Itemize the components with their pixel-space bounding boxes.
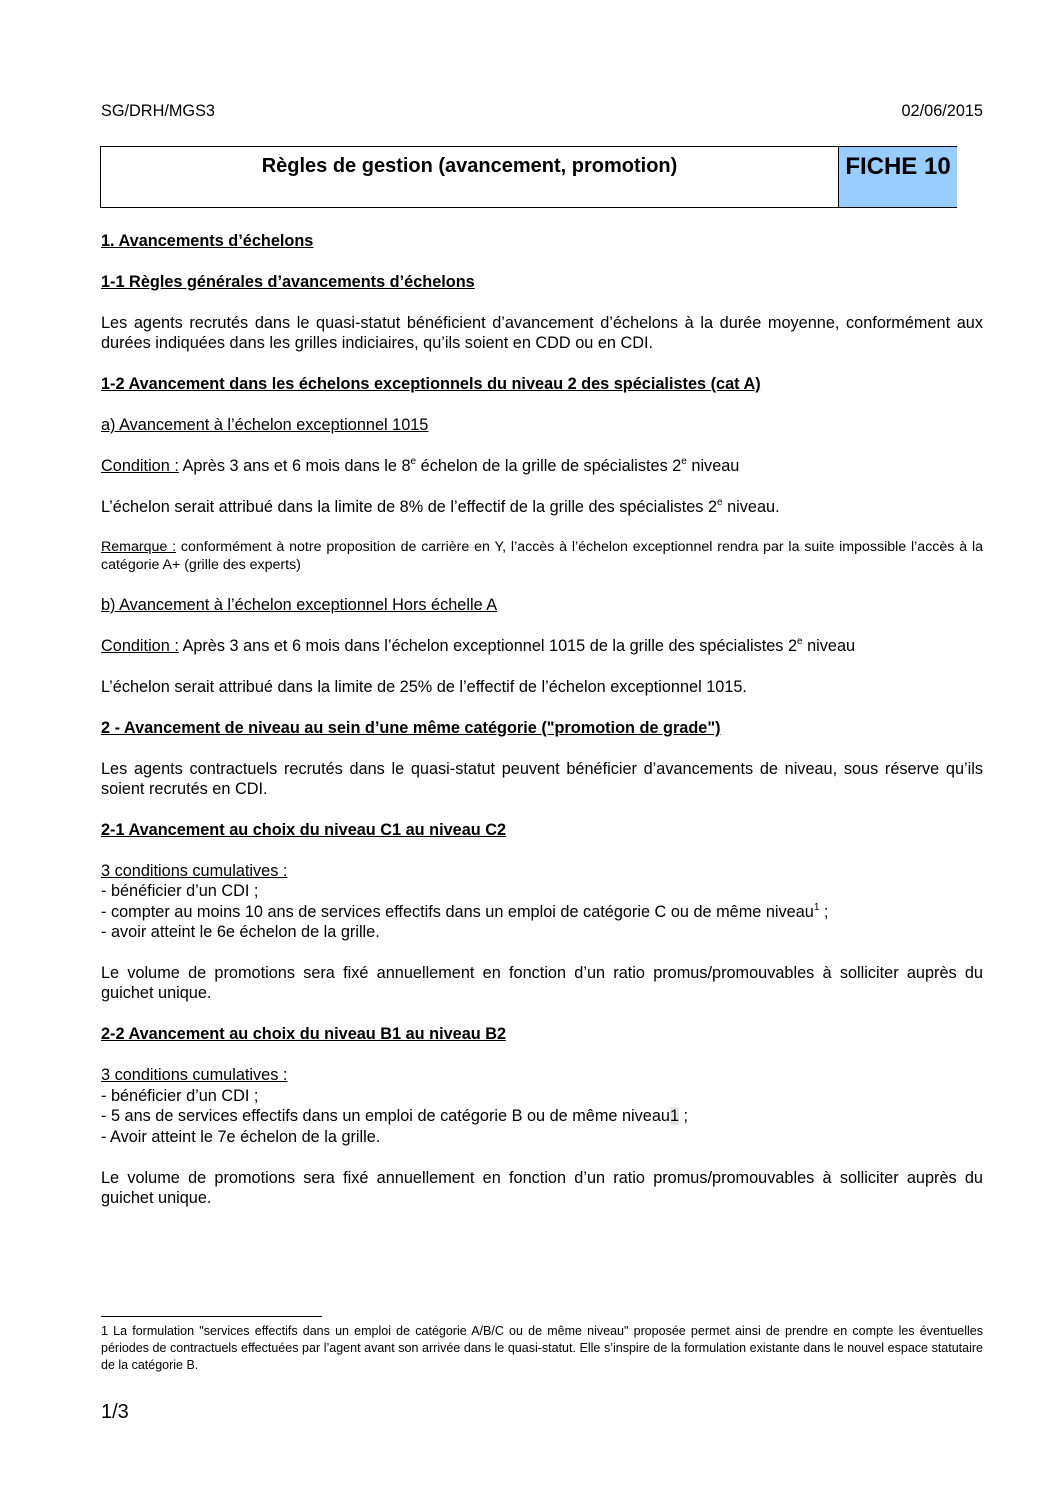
header-reference: SG/DRH/MGS3: [101, 102, 215, 120]
condition-text: niveau: [686, 457, 740, 475]
condition-text: Après 3 ans et 6 mois dans le 8: [178, 457, 411, 475]
footnote-reference[interactable]: 1: [669, 1107, 680, 1125]
list-item: - bénéficier d’un CDI ;: [101, 1087, 259, 1105]
conditions-label: 3 conditions cumulatives :: [101, 1066, 288, 1084]
superscript: e: [717, 496, 723, 508]
condition-text: niveau: [802, 637, 856, 655]
subsection-b-limit: L’échelon serait attribué dans la limite de 25% de l’effectif de l’échelon exceptionnel 1015.: [101, 678, 747, 696]
condition-label: Condition :: [101, 637, 179, 655]
section-2-1-volume: Le volume de promotions sera fixé annuellement en fonction d’un ratio promus/promouvables à solliciter auprès du guichet unique.: [101, 964, 983, 1002]
list-item: - avoir atteint le 6e échelon de la grille.: [101, 923, 380, 941]
list-item: - Avoir atteint le 7e échelon de la grille.: [101, 1128, 381, 1146]
subsection-b-heading: b) Avancement à l’échelon exceptionnel Hors échelle A: [101, 596, 498, 614]
condition-text: Après 3 ans et 6 mois dans l’échelon exceptionnel 1015 de la grille des spécialistes 2: [178, 637, 798, 655]
limit-text: L’échelon serait attribué dans la limite de 8% de l’effectif de la grille des spécialistes 2: [101, 498, 718, 516]
footnote-reference[interactable]: 1: [813, 901, 820, 913]
footnote-separator: [101, 1316, 322, 1317]
header-date: 02/06/2015: [901, 102, 983, 120]
remark-label: Remarque :: [101, 539, 177, 555]
list-item-end: ;: [819, 903, 829, 921]
list-item-text: - compter au moins 10 ans de services effectifs dans un emploi de catégorie C ou de même niveau: [101, 903, 814, 921]
condition-label: Condition :: [101, 457, 179, 475]
list-item-text: - 5 ans de services effectifs dans un emploi de catégorie B ou de même niveau: [101, 1107, 670, 1125]
list-item: [101, 1106, 688, 1126]
superscript: e: [681, 455, 687, 467]
fiche-cell: [838, 147, 957, 207]
fiche-number: FICHE 10: [845, 153, 951, 180]
superscript: e: [797, 635, 803, 647]
list-item: - bénéficier d’un CDI ;: [101, 882, 259, 900]
section-2-intro: Les agents contractuels recrutés dans le quasi-statut peuvent bénéficier d’avancements de niveau, sous réserve qu’ils soient recrutés en CDI.: [101, 760, 983, 798]
page-number: 1/3: [101, 1401, 129, 1423]
section-1-1-heading: 1-1 Règles générales d’avancements d’échelons: [101, 273, 475, 291]
section-2-2-heading: 2-2 Avancement au choix du niveau B1 au niveau B2: [101, 1025, 507, 1043]
section-1-2-heading: 1-2 Avancement dans les échelons exceptionnels du niveau 2 des spécialistes (cat A): [101, 375, 761, 393]
document-title: Règles de gestion (avancement, promotion): [261, 155, 678, 177]
subsection-a-condition: [101, 456, 739, 476]
footnote-text: 1 La formulation "services effectifs dans un emploi de catégorie A/B/C ou de même niveau" proposée permet ainsi de prendre en compte les éventuelles périodes de contractuels effectuées par l’agent avant son arrivée dans le quasi-statut. Elle s’inspire de la formulation existante dans le nouvel espace statutaire de la catégorie B.: [101, 1324, 983, 1372]
superscript: e: [410, 455, 417, 467]
remark-text: conformément à notre proposition de carrière en Y, l’accès à l’échelon exceptionnel rendra par la suite impossible l’accès à la catégorie A+ (grille des experts): [101, 539, 983, 573]
condition-text: échelon de la grille de spécialistes 2: [416, 457, 682, 475]
section-1-1-paragraph: Les agents recrutés dans le quasi-statut bénéficient d’avancement d’échelons à la durée moyenne, conformément aux durées indiquées dans les grilles indiciaires, qu’ils soient en CDD ou en CDI.: [101, 314, 983, 352]
list-item: [101, 902, 828, 922]
subsection-a-limit: [101, 497, 780, 517]
section-2-1-heading: 2-1 Avancement au choix du niveau C1 au niveau C2: [101, 821, 507, 839]
subsection-a-heading: a) Avancement à l’échelon exceptionnel 1015: [101, 416, 429, 434]
section-1-heading: 1. Avancements d’échelons: [101, 232, 314, 250]
subsection-b-condition: [101, 636, 855, 656]
remark-paragraph: [101, 538, 983, 574]
conditions-label: 3 conditions cumulatives :: [101, 862, 288, 880]
limit-text: niveau.: [722, 498, 780, 516]
title-box: [100, 146, 957, 208]
section-2-2-volume: Le volume de promotions sera fixé annuellement en fonction d’un ratio promus/promouvables à solliciter auprès du guichet unique.: [101, 1169, 983, 1207]
list-item-end: ;: [679, 1107, 689, 1125]
section-2-heading: 2 - Avancement de niveau au sein d’une même catégorie ("promotion de grade"): [101, 719, 721, 737]
